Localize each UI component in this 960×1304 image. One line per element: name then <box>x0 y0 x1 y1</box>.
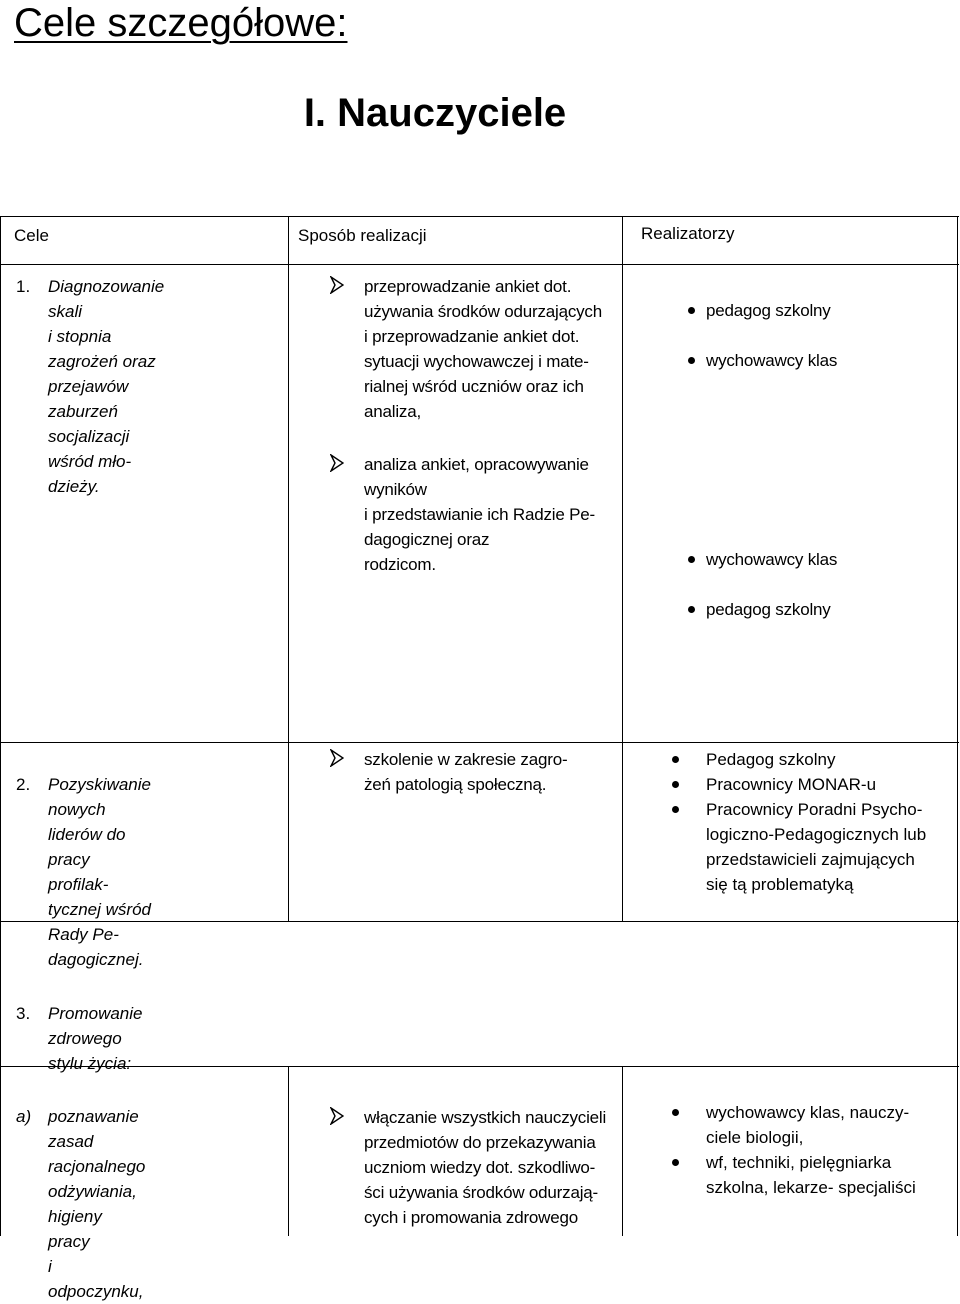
realizer-label: się tą problematyką <box>706 875 854 894</box>
method-line: analiza, <box>364 402 421 421</box>
header-realizers: Realizatorzy <box>641 224 735 243</box>
arrow-bullet-icon <box>330 1107 344 1125</box>
table-border-right <box>957 216 958 1236</box>
bullet-dot-icon <box>688 556 695 563</box>
method-line: rialnej wśród uczniów oraz ich <box>364 377 584 396</box>
goal-line: socjalizacji wśród mło- <box>48 427 132 471</box>
goal-line: i stopnia zagrożeń oraz <box>48 327 156 371</box>
column-divider <box>622 216 623 922</box>
realizer-label: przedstawicieli zajmujących <box>706 850 915 869</box>
bullet-dot-icon <box>672 1159 679 1166</box>
goal-line: dzieży. <box>48 477 100 496</box>
bullet-dot-icon <box>672 756 679 763</box>
method-line: dagogicznej oraz <box>364 530 490 549</box>
row-divider <box>0 742 959 743</box>
bullet-dot-icon <box>688 606 695 613</box>
realizer-label: wf, techniki, pielęgniarka <box>706 1153 892 1172</box>
method-line: używania środków odurzających <box>364 302 602 321</box>
method-line: i przedstawianie ich Radzie Pe- <box>364 505 595 524</box>
table-border-left <box>0 216 1 1236</box>
method-line: sytuacji wychowawczej i mate- <box>364 352 589 371</box>
method-line: uczniom wiedzy dot. szkodliwo- <box>364 1158 596 1177</box>
header-goals: Cele <box>14 226 49 245</box>
goal-line: Pozyskiwanie nowych <box>48 775 151 819</box>
goal-line: odżywiania, <box>48 1182 137 1201</box>
goal-line: poznawanie zasad <box>48 1107 139 1151</box>
bullet-dot-icon <box>688 307 695 314</box>
header-divider <box>0 264 959 265</box>
table-border-top <box>0 216 959 217</box>
goal-line: higieny pracy <box>48 1207 102 1251</box>
method-line: i przeprowadzanie ankiet dot. <box>364 327 580 346</box>
goal-number: 1. <box>16 277 31 296</box>
method-line: włączanie wszystkich nauczycieli <box>364 1108 607 1127</box>
realizer-label: logiczno-Pedagogicznych lub <box>706 825 927 844</box>
realizer-label: wychowawcy klas <box>706 351 838 370</box>
column-divider <box>622 1066 623 1236</box>
method-line: żeń patologią społeczną. <box>364 775 547 794</box>
bullet-dot-icon <box>672 781 679 788</box>
method-line: wyników <box>364 480 427 499</box>
method-line: cych i promowania zdrowego <box>364 1208 579 1227</box>
goal-line: Promowanie zdrowego <box>48 1004 143 1048</box>
goal-line: Diagnozowanie skali <box>48 277 165 321</box>
goals-table <box>0 216 959 1301</box>
goal-line: tycznej wśród Rady Pe- <box>48 900 151 944</box>
realizer-label: ciele biologii, <box>706 1128 804 1147</box>
header-method: Sposób realizacji <box>298 226 427 245</box>
method-line: przeprowadzanie ankiet dot. <box>364 277 572 296</box>
bullet-dot-icon <box>672 806 679 813</box>
realizer-label: Pracownicy MONAR-u <box>706 775 877 794</box>
realizer-label: pedagog szkolny <box>706 301 831 320</box>
goal-number: 2. <box>16 775 31 794</box>
goal-line: racjonalnego <box>48 1157 146 1176</box>
goal-line: dagogicznej. <box>48 950 144 969</box>
realizer-label: szkolna, lekarze- specjaliści <box>706 1178 916 1197</box>
method-line: rodzicom. <box>364 555 436 574</box>
method-line: analiza ankiet, opracowywanie <box>364 455 589 474</box>
goal-number: a) <box>16 1107 32 1126</box>
arrow-bullet-icon <box>330 276 344 294</box>
column-divider <box>288 1066 289 1236</box>
goal-line: i odpoczynku, <box>48 1257 144 1301</box>
method-line: przedmiotów do przekazywania <box>364 1133 596 1152</box>
page-heading: Cele szczegółowe: <box>14 1 348 45</box>
realizer-label: wychowawcy klas, nauczy- <box>706 1103 910 1122</box>
realizer-label: wychowawcy klas <box>706 550 838 569</box>
method-line: szkolenie w zakresie zagro- <box>364 750 568 769</box>
realizer-label: Pracownicy Poradni Psycho- <box>706 800 923 819</box>
bullet-dot-icon <box>672 1109 679 1116</box>
arrow-bullet-icon <box>330 749 344 767</box>
goal-line: przejawów zaburzeń <box>48 377 129 421</box>
row-divider <box>0 1066 959 1067</box>
method-line: ści używania środków odurzają- <box>364 1183 598 1202</box>
realizer-label: Pedagog szkolny <box>706 750 836 769</box>
goal-line: stylu życia: <box>48 1054 132 1073</box>
goal-line: liderów do pracy profilak- <box>48 825 126 894</box>
realizer-label: pedagog szkolny <box>706 600 831 619</box>
section-title: I. Nauczyciele <box>303 91 567 135</box>
goal-number: 3. <box>16 1004 31 1023</box>
column-divider <box>288 216 289 922</box>
bullet-dot-icon <box>688 357 695 364</box>
arrow-bullet-icon <box>330 454 344 472</box>
